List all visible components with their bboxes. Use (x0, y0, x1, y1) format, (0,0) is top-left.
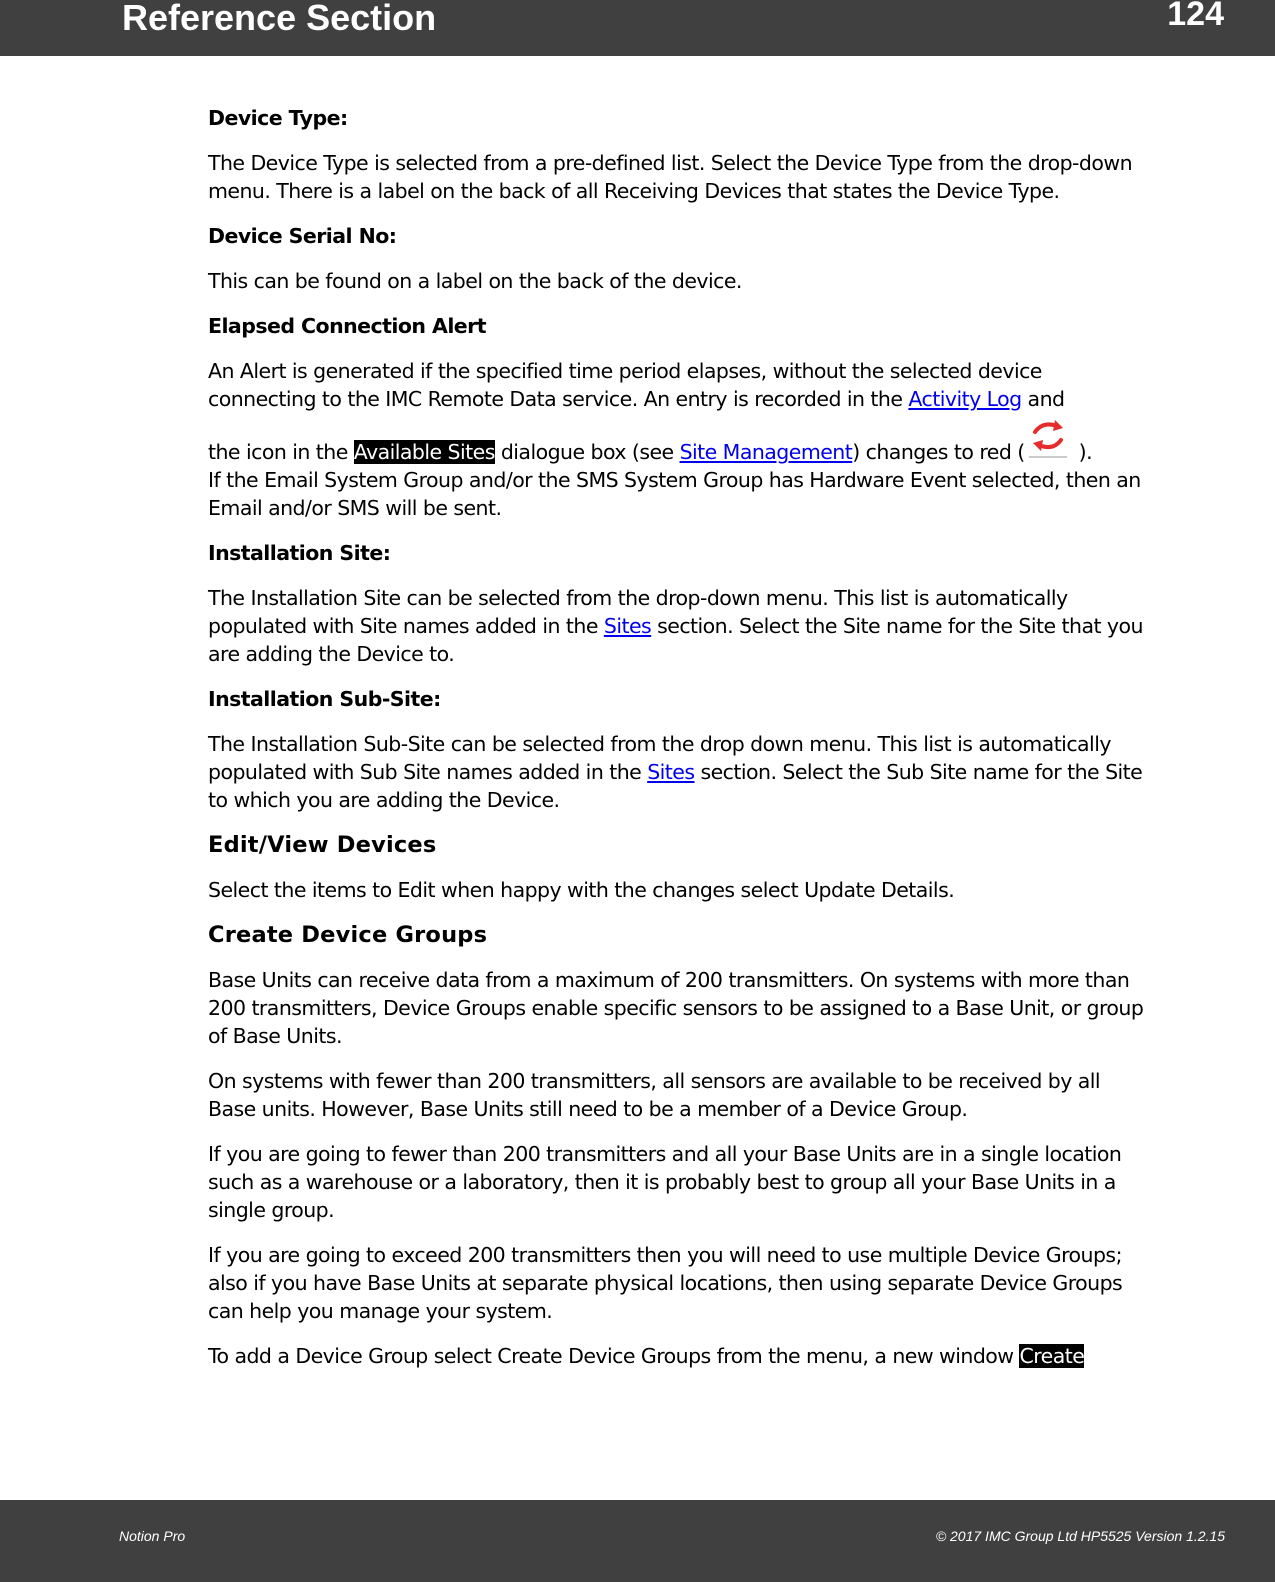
elapsed-alert-text (208, 357, 1148, 413)
create-groups-para-4: If you are going to exceed 200 transmitters then you will need to use multiple Device Groups; also if you have Base Units at separate physical locations, then using separate Device Groups can help you manage your system. (208, 1243, 1123, 1323)
device-serial-text: This can be found on a label on the back of the device. (208, 269, 742, 293)
install-subsite-text-2: section. Select the Sub Site name for the Site to which you are adding the Device. (208, 760, 1143, 812)
red-sync-arrows-icon (1027, 417, 1069, 463)
device-type-text: The Device Type is selected from a pre-defined list. Select the Device Type from the drop-down menu. There is a label on the back of all Receiving Devices that states the Device Type. (208, 151, 1133, 203)
installation-sub-site-text (208, 730, 1148, 814)
activity-log-link[interactable]: Activity Log (908, 387, 1022, 411)
create-highlight: Create (1019, 1344, 1085, 1368)
heading-device-type: Device Type: (208, 106, 348, 130)
installation-site-text (208, 584, 1148, 668)
install-site-text-1: The Installation Site can be selected from the drop-down menu. This list is automatically populated with Site names added in the (208, 586, 1068, 638)
elapsed-text-4: dialogue box (see (494, 440, 680, 464)
heading-create-device-groups: Create Device Groups (208, 922, 488, 948)
elapsed-text-1: An Alert is generated if the specified time period elapses, without the selected device connecting to the IMC Remote Data service. An entry is recorded in the (208, 359, 1042, 411)
elapsed-text-2: and (1021, 387, 1065, 411)
heading-elapsed-connection-alert: Elapsed Connection Alert (208, 314, 486, 338)
page-number: 124 (1167, 0, 1224, 33)
page-header (0, 0, 1275, 56)
create-groups-text-5: To add a Device Group select Create Device Groups from the menu, a new window (208, 1344, 1020, 1368)
sites-link[interactable]: Sites (603, 614, 652, 638)
site-management-link[interactable]: Site Management (679, 440, 853, 464)
elapsed-text-5: ) changes to red ( (852, 440, 1025, 464)
heading-edit-view-devices: Edit/View Devices (208, 832, 437, 858)
create-groups-para-2: On systems with fewer than 200 transmitters, all sensors are available to be received by all Base units. However, Base Units still need to be a member of a Device Group. (208, 1069, 1101, 1121)
heading-installation-sub-site: Installation Sub-Site: (208, 687, 441, 711)
page-footer (0, 1500, 1275, 1582)
install-site-text-2: section. Select the Site name for the Site that you are adding the Device to. (208, 614, 1143, 666)
heading-device-serial: Device Serial No: (208, 224, 397, 248)
footer-product-name: Notion Pro (119, 1528, 186, 1544)
heading-installation-site: Installation Site: (208, 541, 391, 565)
install-subsite-text-1: The Installation Sub-Site can be selected from the drop down menu. This list is automatically populated with Sub Site names added in the (208, 732, 1111, 784)
create-groups-para-3: If you are going to fewer than 200 transmitters and all your Base Units are in a single location such as a warehouse or a laboratory, then it is probably best to group all your Base Units in a single group. (208, 1142, 1122, 1222)
footer-copyright: © 2017 IMC Group Ltd HP5525 Version 1.2.15 (935, 1528, 1225, 1544)
section-title: Reference Section (122, 0, 437, 38)
elapsed-text-6: ). (1072, 440, 1093, 464)
create-groups-para-1: Base Units can receive data from a maximum of 200 transmitters. On systems with more than 200 transmitters, Device Groups enable specific sensors to be assigned to a Base Unit, or group of Base Units. (208, 968, 1144, 1048)
document-body (208, 104, 1148, 1387)
sites-link-2[interactable]: Sites (647, 760, 695, 784)
edit-view-text: Select the items to Edit when happy with the changes select Update Details. (208, 878, 955, 902)
create-groups-para-5 (208, 1342, 1148, 1370)
elapsed-text-3: the icon in the (208, 440, 354, 464)
elapsed-text-7: If the Email System Group and/or the SMS System Group has Hardware Event selected, then an Email and/or SMS will be sent. (208, 468, 1141, 520)
elapsed-icon-line (208, 417, 1148, 472)
available-sites-highlight: Available Sites (353, 440, 495, 464)
